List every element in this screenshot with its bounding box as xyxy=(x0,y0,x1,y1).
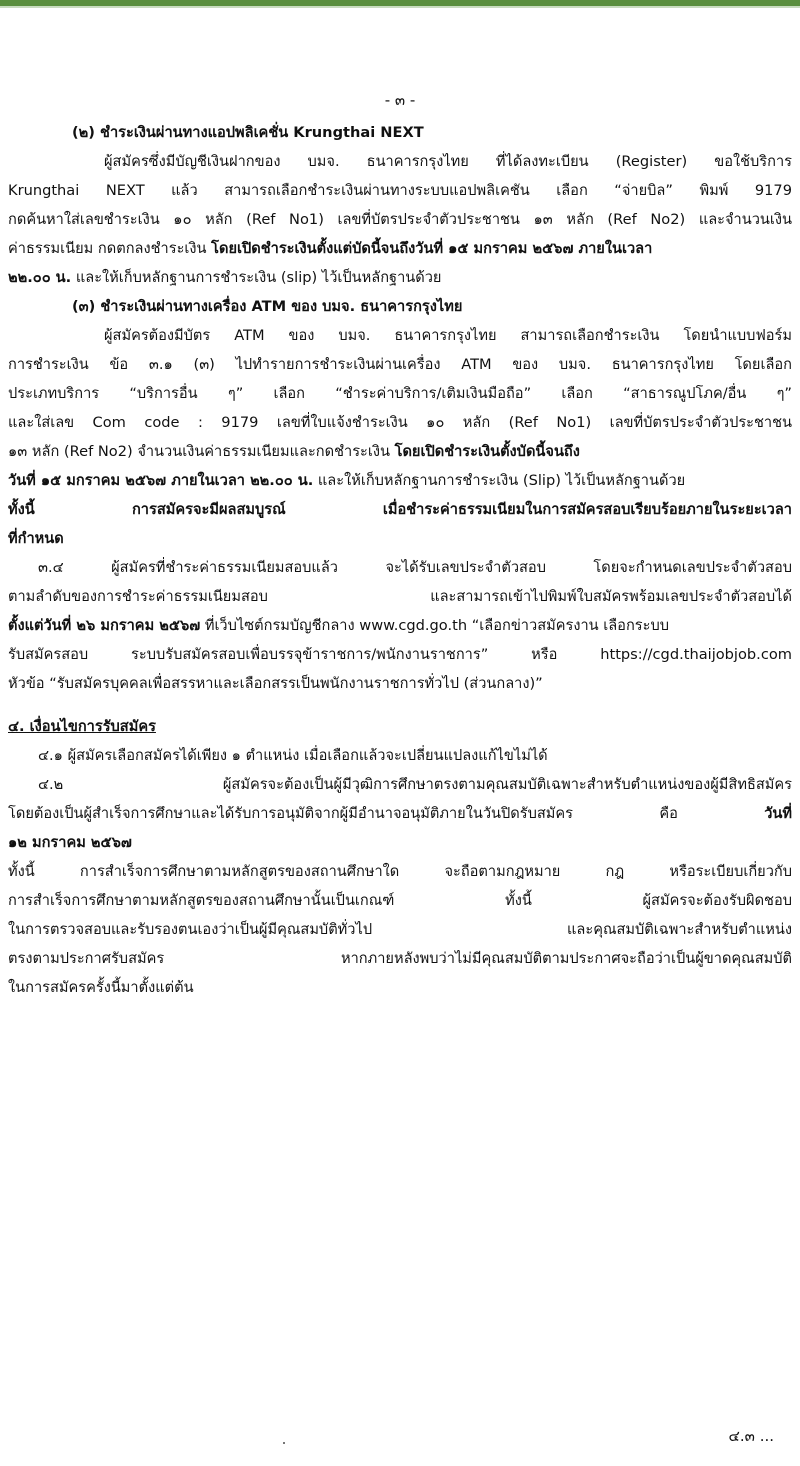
paragraph-line: หัวข้อ “รับสมัครบุคคลเพื่อสรรหาและเลือกสรรเป็นพนักงานราชการทั่วไป (ส่วนกลาง)” xyxy=(8,675,543,692)
continuation-marker: ๔.๓ ... xyxy=(728,1427,774,1445)
document-body xyxy=(0,118,800,1002)
paragraph-line: ตรงตามประกาศรับสมัคร หากภายหลังพบว่าไม่มีคุณสมบัติตามประกาศจะถือว่าเป็นผู้ขาดคุณสมบัติ xyxy=(8,950,792,967)
paragraph-line: และใส่เลข Com code : 9179 เลขที่ใบแจ้งชำระเงิน ๑๐ หลัก (Ref No1) เลขที่บัตรประจำตัวประชาชน xyxy=(8,414,792,431)
heading-payment-atm: (๓) ชำระเงินผ่านทางเครื่อง ATM ของ บมจ. ธนาคารกรุงไทย xyxy=(72,298,463,315)
paragraph-line: ๑๓ หลัก (Ref No2) จำนวนเงินค่าธรรมเนียมและกดชำระเงิน โดยเปิดชำระเงินตั้งบัดนี้จนถึง xyxy=(8,443,580,460)
heading-payment-app: (๒) ชำระเงินผ่านทางแอปพลิเคชั่น Krungthai NEXT xyxy=(72,124,424,141)
paragraph-line: โดยต้องเป็นผู้สำเร็จการศึกษาและได้รับการอนุมัติจากผู้มีอำนาจอนุมัติภายในวันปิดรับสมัคร คือ วันที่ xyxy=(8,805,793,822)
section-4-heading: ๔. เงื่อนไขการรับสมัคร xyxy=(8,718,156,735)
spacer xyxy=(0,698,800,712)
paragraph-line: ในการสมัครครั้งนี้มาตั้งแต่ต้น xyxy=(8,979,194,996)
paragraph-line: การสำเร็จการศึกษาตามหลักสูตรของสถานศึกษานั้นเป็นเกณฑ์ ทั้งนี้ ผู้สมัครจะต้องรับผิดชอบ xyxy=(8,892,792,909)
section-3-4: ๓.๔ ผู้สมัครที่ชำระค่าธรรมเนียมสอบแล้ว จะได้รับเลขประจำตัวสอบ โดยจะกำหนดเลขประจำตัวสอบ xyxy=(38,559,792,576)
paragraph-line: ๒๒.๐๐ น. และให้เก็บหลักฐานการชำระเงิน (slip) ไว้เป็นหลักฐานด้วย xyxy=(8,269,442,286)
paragraph-line: ๑๒ มกราคม ๒๕๖๗ xyxy=(8,834,132,851)
paragraph-line: Krungthai NEXT แล้ว สามารถเลือกชำระเงินผ่านทางระบบแอปพลิเคชัน เลือก “จ่ายบิล” พิมพ์ 9179 xyxy=(8,182,792,199)
paragraph-line: ผู้สมัครซึ่งมีบัญชีเงินฝากของ บมจ. ธนาคารกรุงไทย ที่ได้ลงทะเบียน (Register) ขอใช้บริการ xyxy=(104,153,792,170)
section-4-1: ๔.๑ ผู้สมัครเลือกสมัครได้เพียง ๑ ตำแหน่ง เมื่อเลือกแล้วจะเปลี่ยนแปลงแก้ไขไม่ได้ xyxy=(38,747,548,764)
paragraph-line: ในการตรวจสอบและรับรองตนเองว่าเป็นผู้มีคุณสมบัติทั่วไป และคุณสมบัติเฉพาะสำหรับตำแหน่ง xyxy=(8,921,792,938)
page-number: - ๓ - xyxy=(384,91,416,109)
paragraph-line: กดค้นหาใส่เลขชำระเงิน ๑๐ หลัก (Ref No1) เลขที่บัตรประจำตัวประชาชน ๑๓ หลัก (Ref No2) และจำนวนเงิน xyxy=(8,211,792,228)
paragraph-line: ค่าธรรมเนียม กดตกลงชำระเงิน โดยเปิดชำระเงินตั้งแต่บัดนี้จนถึงวันที่ ๑๕ มกราคม ๒๕๖๗ ภายในเวลา xyxy=(8,240,653,257)
paragraph-line: ประเภทบริการ “บริการอื่น ๆ” เลือก “ชำระค่าบริการ/เติมเงินมือถือ” เลือก “สาธารณูปโภค/อื่น ๆ” xyxy=(8,385,792,402)
paragraph-line: ตามลำดับของการชำระค่าธรรมเนียมสอบ และสามารถเข้าไปพิมพ์ใบสมัครพร้อมเลขประจำตัวสอบได้ xyxy=(8,588,792,605)
paragraph-line: ตั้งแต่วันที่ ๒๖ มกราคม ๒๕๖๗ ที่เว็บไซต์กรมบัญชีกลาง www.cgd.go.th “เลือกข่าวสมัครงาน เลือกระบบ xyxy=(8,617,669,634)
paragraph-line: ทั้งนี้ การสำเร็จการศึกษาตามหลักสูตรของสถานศึกษาใด จะถือตามกฎหมาย กฎ หรือระเบียบเกี่ยวกับ xyxy=(8,863,792,880)
paragraph-line: รับสมัครสอบ ระบบรับสมัครสอบเพื่อบรรจุข้าราชการ/พนักงานราชการ” หรือ https://cgd.thaijobjob.com xyxy=(8,646,792,663)
paragraph-line: การชำระเงิน ข้อ ๓.๑ (๓) ไปทำรายการชำระเงินผ่านเครื่อง ATM ของ บมจ. ธนาคารกรุงไทย โดยเลือก xyxy=(8,356,792,373)
paragraph-line: วันที่ ๑๕ มกราคม ๒๕๖๗ ภายในเวลา ๒๒.๐๐ น. และให้เก็บหลักฐานการชำระเงิน (Slip) ไว้เป็นหลักฐานด้วย xyxy=(8,472,686,489)
paragraph-line: ทั้งนี้ การสมัครจะมีผลสมบูรณ์ เมื่อชำระค่าธรรมเนียมในการสมัครสอบเรียบร้อยภายในระยะเวลา xyxy=(8,501,792,518)
scan-speck xyxy=(283,1442,285,1444)
paragraph-line: ที่กำหนด xyxy=(8,530,64,547)
paragraph-line: ผู้สมัครต้องมีบัตร ATM ของ บมจ. ธนาคารกรุงไทย สามารถเลือกชำระเงิน โดยนำแบบฟอร์ม xyxy=(104,327,792,344)
top-border-shadow xyxy=(0,6,800,8)
section-4-2: ๔.๒ ผู้สมัครจะต้องเป็นผู้มีวุฒิการศึกษาตรงตามคุณสมบัติเฉพาะสำหรับตำแหน่งของผู้มีสิทธิสมัคร xyxy=(38,776,792,793)
